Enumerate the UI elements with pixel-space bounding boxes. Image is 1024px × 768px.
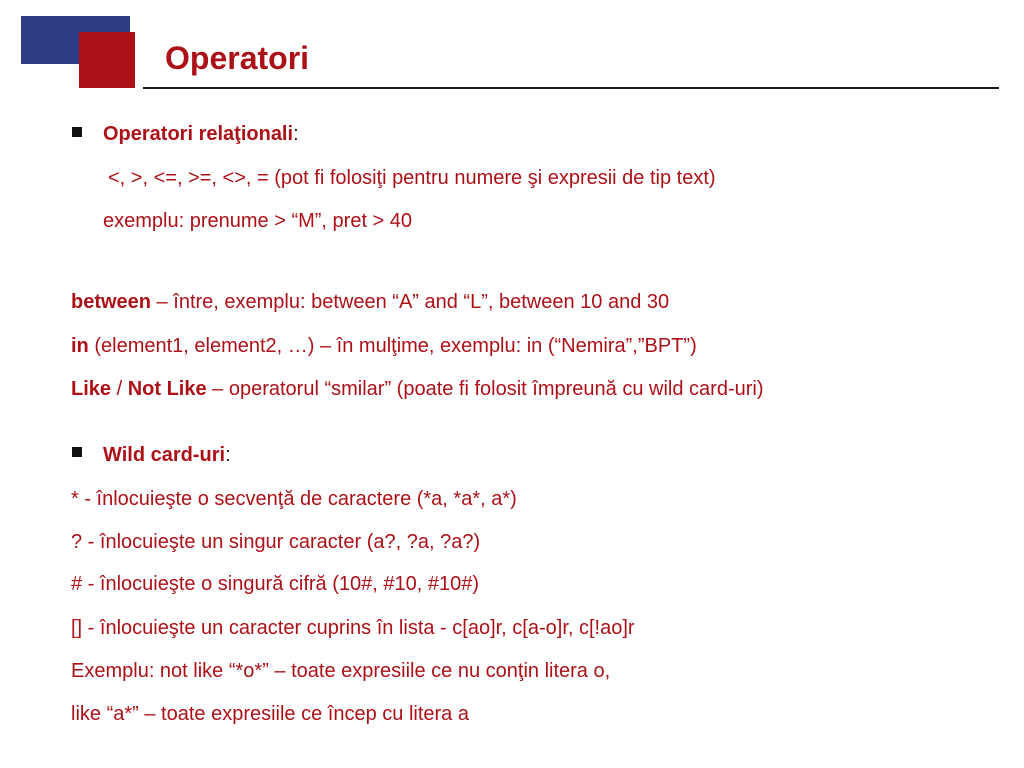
wildcard-example-line: like “a*” – toate expresiile ce încep cu litera a — [71, 703, 469, 725]
relational-ops-line: <, >, <=, >=, <>, = (pot fi folosiţi pentru numere şi expresii de tip text) — [108, 167, 716, 189]
between-line: between – între, exemplu: between “A” and “L”, between 10 and 30 — [71, 291, 670, 313]
decorative-red-square — [79, 32, 135, 88]
bullet-square-icon — [72, 447, 82, 457]
relational-heading-line: Operatori relaţionali: — [103, 123, 299, 145]
bullet-square-icon — [72, 127, 82, 137]
like-keyword: Like — [71, 378, 112, 400]
relational-example-line: exemplu: prenume > “M”, pret > 40 — [103, 210, 413, 232]
in-keyword: in — [71, 335, 89, 357]
relational-heading: Operatori relaţionali — [103, 123, 294, 145]
wildcard-line: [] - înlocuieşte un caracter cuprins în lista - c[ao]r, c[a-o]r, c[!ao]r — [71, 617, 635, 639]
wildcard-line: ? - înlocuieşte un singur caracter (a?, ?a, ?a?) — [71, 531, 481, 553]
wildcard-line: * - înlocuieşte o secvenţă de caractere (*a, *a*, a*) — [71, 488, 517, 510]
title-divider — [143, 87, 999, 89]
between-keyword: between — [71, 291, 152, 313]
wildcard-line: # - înlocuieşte o singură cifră (10#, #10, #10#) — [71, 573, 480, 595]
wildcards-heading-line: Wild card-uri: — [103, 444, 231, 466]
in-line: in (element1, element2, …) – în mulţime, exemplu: in (“Nemira”,”BPT”) — [71, 335, 697, 357]
wildcard-example-line: Exemplu: not like “*o*” – toate expresiile ce nu conţin litera o, — [71, 660, 611, 682]
like-line: Like / Not Like – operatorul “smilar” (poate fi folosit împreună cu wild card-uri) — [71, 378, 764, 400]
slide-title: Operatori — [165, 40, 310, 76]
wildcards-heading: Wild card-uri — [103, 444, 226, 466]
not-like-keyword: Not Like — [127, 378, 207, 400]
